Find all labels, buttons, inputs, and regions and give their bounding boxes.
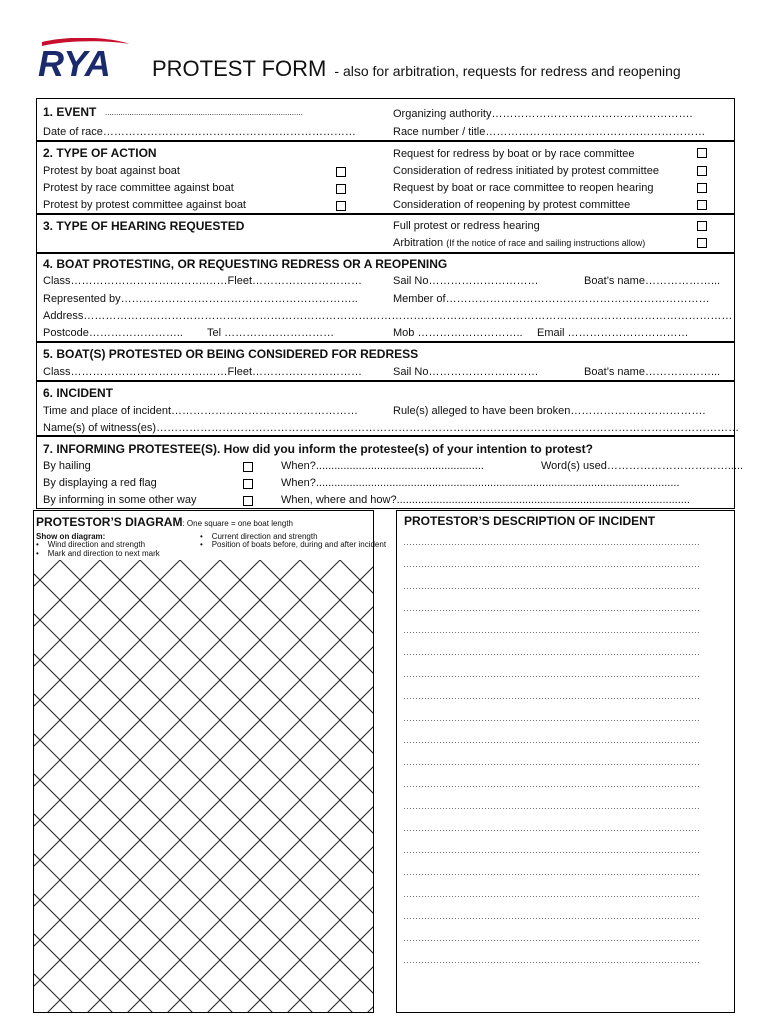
boat-name-field[interactable]: Boat’s name………………... [584, 275, 721, 287]
description-line[interactable]: ……………………………………………………………………………………… [403, 735, 700, 745]
description-line[interactable]: ……………………………………………………………………………………… [403, 867, 700, 877]
description-line[interactable]: ……………………………………………………………………………………… [403, 559, 700, 569]
description-line[interactable]: ……………………………………………………………………………………… [403, 801, 700, 811]
represented-by-field[interactable]: Represented by……………………………………………………….. [43, 293, 358, 305]
description-line[interactable]: ……………………………………………………………………………………… [403, 757, 700, 767]
event-field[interactable]: ......................................................................................... [105, 108, 303, 117]
diagram-hint: • Wind direction and strength [36, 540, 146, 549]
section-incident [36, 381, 740, 436]
sail-no-field[interactable]: Sail No………………………… [393, 366, 539, 378]
boat-protested-heading: 5. BOAT(S) PROTESTED OR BEING CONSIDERED FOR REDRESS [43, 347, 419, 361]
arbitration-label: Arbitration (If the notice of race and sailing instructions allow) [393, 237, 646, 249]
form-subtitle: - also for arbitration, requests for redress and reopening [334, 63, 681, 79]
description-line[interactable]: ……………………………………………………………………………………… [403, 845, 700, 855]
email-field[interactable]: Email …………………………… [537, 327, 689, 339]
words-used-field[interactable]: Word(s) used……………………………..... [541, 460, 744, 472]
other-way-label: By informing in some other way [43, 494, 197, 506]
diagram-heading: PROTESTOR’S DIAGRAM: One square = one boat length [36, 515, 293, 529]
boat-name-field[interactable]: Boat’s name………………... [584, 366, 721, 378]
action-right-label: Request by boat or race committee to reopen hearing [393, 182, 654, 194]
checkbox[interactable] [336, 184, 346, 194]
when-where-how-field[interactable]: When, where and how?................................................................................................ [281, 494, 690, 506]
diagram-header [34, 513, 387, 563]
page-title [152, 56, 681, 82]
checkbox[interactable] [697, 183, 707, 193]
action-heading: 2. TYPE OF ACTION [43, 146, 157, 160]
event-heading: 1. EVENT [43, 105, 97, 119]
diagram-hint: • Position of boats before, during and after incident [200, 540, 387, 549]
when-field[interactable]: When?....................................................................................................................... [281, 477, 680, 489]
description-line[interactable]: ……………………………………………………………………………………… [403, 933, 700, 943]
section-boat-protesting [36, 253, 735, 342]
description-line[interactable]: ……………………………………………………………………………………… [403, 889, 700, 899]
checkbox[interactable] [243, 479, 253, 489]
section-event [36, 98, 735, 141]
checkbox[interactable] [243, 462, 253, 472]
boat-protesting-heading: 4. BOAT PROTESTING, OR REQUESTING REDRESS OR A REOPENING [43, 257, 448, 271]
when-field[interactable]: When?....................................................... [281, 460, 484, 472]
informing-heading: 7. INFORMING PROTESTEE(S). How did you inform the protestee(s) of your intention to protest? [43, 442, 594, 456]
checkbox[interactable] [243, 496, 253, 506]
show-on-diagram-label: Show on diagram: [36, 532, 106, 541]
mob-field[interactable]: Mob ……………………….. [393, 327, 523, 339]
checkbox[interactable] [697, 221, 707, 231]
description-line[interactable]: ……………………………………………………………………………………… [403, 911, 700, 921]
section-boat-protested [36, 342, 735, 381]
rya-logo [36, 38, 132, 80]
description-line[interactable]: ……………………………………………………………………………………… [403, 647, 700, 657]
action-left-label: Protest by protest committee against boat [43, 199, 246, 211]
description-line[interactable]: ……………………………………………………………………………………… [403, 713, 700, 723]
diagram-hint: • Mark and direction to next mark [36, 549, 160, 558]
address-field[interactable]: Address…………………………………………………………………………………………………………………………………………………………… [43, 310, 733, 322]
rules-broken-field[interactable]: Rule(s) alleged to have been broken………………………………. [393, 405, 706, 417]
organizing-authority-field[interactable]: Organizing authority………………………………………………. [393, 108, 693, 120]
section-informing [36, 436, 744, 509]
member-of-field[interactable]: Member of……………………………………………………………… [393, 293, 710, 305]
incident-heading: 6. INCIDENT [43, 386, 114, 400]
diagram-grid[interactable] [33, 560, 374, 1013]
checkbox[interactable] [697, 166, 707, 176]
class-fleet-field[interactable]: Class……………………………….……Fleet………………………… [43, 275, 363, 287]
section-type-of-action [36, 141, 735, 214]
action-left-label: Protest by boat against boat [43, 165, 180, 177]
time-place-field[interactable]: Time and place of incident…………………………………………… [43, 405, 358, 417]
checkbox[interactable] [336, 201, 346, 211]
description-line[interactable]: ……………………………………………………………………………………… [403, 691, 700, 701]
full-hearing-label: Full protest or redress hearing [393, 220, 540, 232]
action-right-label: Request for redress by boat or by race committee [393, 148, 635, 160]
description-line[interactable]: ……………………………………………………………………………………… [403, 955, 700, 965]
class-fleet-field[interactable]: Class……………………………….……Fleet………………………… [43, 366, 363, 378]
checkbox[interactable] [336, 167, 346, 177]
description-line[interactable]: ……………………………………………………………………………………… [403, 669, 700, 679]
description-line[interactable]: ……………………………………………………………………………………… [403, 779, 700, 789]
description-line[interactable]: ……………………………………………………………………………………… [403, 625, 700, 635]
red-flag-label: By displaying a red flag [43, 477, 157, 489]
action-right-label: Consideration of reopening by protest committee [393, 199, 631, 211]
description-box[interactable] [396, 510, 735, 1013]
action-right-label: Consideration of redress initiated by protest committee [393, 165, 659, 177]
description-heading: PROTESTOR’S DESCRIPTION OF INCIDENT [404, 514, 656, 528]
section-type-of-hearing [36, 214, 735, 253]
action-left-label: Protest by race committee against boat [43, 182, 234, 194]
description-line[interactable]: ……………………………………………………………………………………… [403, 823, 700, 833]
checkbox[interactable] [697, 200, 707, 210]
postcode-field[interactable]: Postcode…………………….. [43, 327, 183, 339]
witness-field[interactable]: Name(s) of witness(es)…………………………………………………………………………………………………………………………………………… [43, 422, 740, 434]
race-number-field[interactable]: Race number / title…………………………………………………… [393, 126, 706, 138]
sail-no-field[interactable]: Sail No………………………… [393, 275, 539, 287]
description-line[interactable]: ……………………………………………………………………………………… [403, 537, 700, 547]
diagram-hint: • Current direction and strength [200, 532, 318, 541]
description-line[interactable]: ……………………………………………………………………………………… [403, 603, 700, 613]
hearing-heading: 3. TYPE OF HEARING REQUESTED [43, 219, 245, 233]
checkbox[interactable] [697, 238, 707, 248]
form-title: PROTEST FORM [152, 56, 327, 81]
description-line[interactable]: ……………………………………………………………………………………… [403, 581, 700, 591]
date-of-race-field[interactable]: Date of race…………………………………………………………… [43, 126, 356, 138]
tel-field[interactable]: Tel ………………………… [207, 327, 335, 339]
logo-text: RYA [38, 43, 111, 80]
checkbox[interactable] [697, 148, 707, 158]
hailing-label: By hailing [43, 460, 91, 472]
